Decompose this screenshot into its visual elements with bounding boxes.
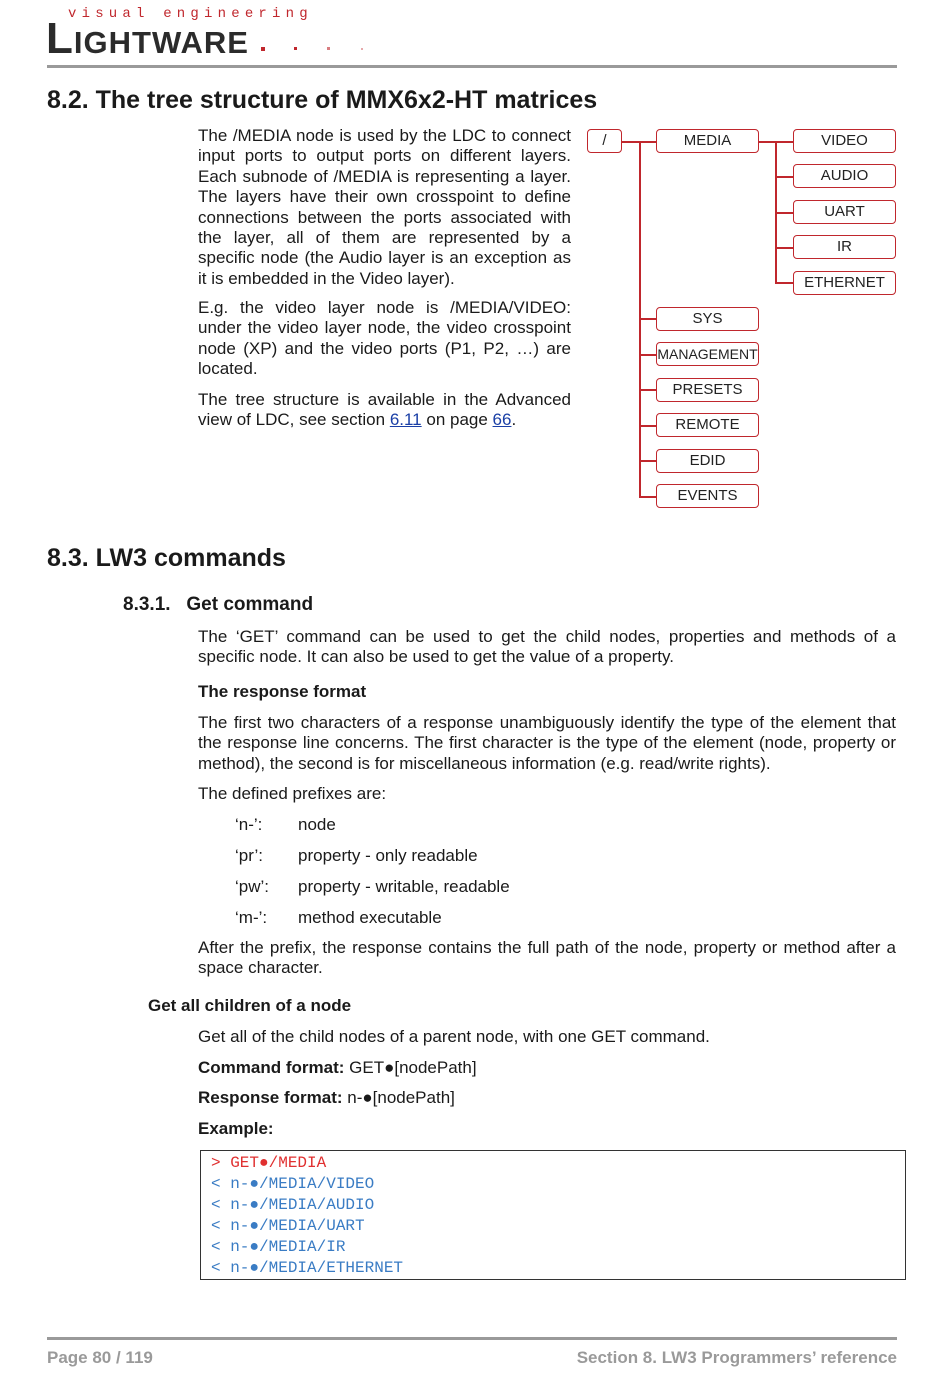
- tree-connector: [639, 318, 656, 320]
- prefix-desc: property - only readable: [298, 846, 478, 865]
- prefix-code: ‘m-’:: [235, 908, 268, 927]
- code-example: [200, 1150, 906, 1280]
- paragraph-get-children: Get all of the child nodes of a parent node, with one GET command.: [198, 1027, 710, 1046]
- tree-node-remote: REMOTE: [656, 413, 759, 437]
- subsection-title-8-3-1: 8.3.1. Get command: [123, 594, 314, 615]
- tree-node-video: VIDEO: [793, 129, 896, 153]
- paragraph-video-example: E.g. the video layer node is /MEDIA/VIDEO: under the video layer node, the video crosspoint node (XP) and the video ports (P1, P2, …) are located.: [198, 298, 571, 379]
- paragraph-after-prefix: After the prefix, the response contains the full path of the node, property or method after a space character.: [198, 938, 896, 978]
- tree-node-presets: PRESETS: [656, 378, 759, 402]
- label: Command format:: [198, 1058, 345, 1077]
- logo-initial: L: [46, 14, 74, 63]
- logo-rest: IGHTWARE: [73, 25, 249, 60]
- tree-node-edid: EDID: [656, 449, 759, 473]
- footer-section: Section 8. LW3 Programmers’ reference: [576, 1348, 897, 1367]
- logo-dot: [261, 47, 265, 51]
- tree-connector: [639, 354, 656, 356]
- code-line-response: < n-●/MEDIA/UART: [211, 1217, 365, 1235]
- section-title-8-3: 8.3. LW3 commands: [47, 544, 286, 572]
- prefix-code: ‘pw’:: [235, 877, 270, 896]
- code-line-response: < n-●/MEDIA/ETHERNET: [211, 1259, 404, 1277]
- command-format: [198, 1058, 477, 1078]
- code-line-response: < n-●/MEDIA/IR: [211, 1238, 346, 1256]
- paragraph-media-node: The /MEDIA node is used by the LDC to connect input ports to output ports on different layers. Each subnode of /MEDIA is representing a layer. The layers have their own crosspoint to define connections between the ports associated with the layer, all of them are represented by a specific node (the Audio layer is an exception as it is embedded in the Video layer).: [198, 126, 571, 288]
- tree-connector: [775, 282, 793, 284]
- tree-connector: [639, 389, 656, 391]
- section-title-8-2: 8.2. The tree structure of MMX6x2-HT matrices: [47, 86, 598, 114]
- value: n-●[nodePath]: [342, 1088, 455, 1107]
- text: on page: [421, 410, 493, 430]
- logo-dot: [294, 47, 297, 50]
- logo-dot: [327, 47, 330, 50]
- tree-node-events: EVENTS: [656, 484, 759, 508]
- tree-node-ethernet: ETHERNET: [793, 271, 896, 295]
- tree-node-management: MANAGEMENT: [656, 342, 759, 366]
- section-link[interactable]: 6.11: [389, 410, 422, 430]
- prefix-code: ‘n-’:: [235, 815, 263, 834]
- logo: [46, 14, 249, 64]
- prefix-desc: property - writable, readable: [298, 877, 510, 896]
- tree-node-audio: AUDIO: [793, 164, 896, 188]
- page-link[interactable]: 66: [492, 410, 512, 430]
- header-rule: [47, 65, 897, 68]
- value: GET●[nodePath]: [344, 1058, 477, 1077]
- text: .: [511, 410, 517, 430]
- label: Response format:: [198, 1088, 343, 1107]
- tree-node-uart: UART: [793, 200, 896, 224]
- tree-node-sys: SYS: [656, 307, 759, 331]
- heading-get-children: Get all children of a node: [148, 996, 352, 1015]
- paragraph-advanced-view: [198, 390, 571, 431]
- footer-rule: [47, 1337, 897, 1340]
- prefix-desc: node: [298, 815, 336, 834]
- tree-node-ir: IR: [793, 235, 896, 259]
- prefix-code: ‘pr’:: [235, 846, 264, 865]
- prefixes-intro: The defined prefixes are:: [198, 784, 387, 803]
- code-line-response: < n-●/MEDIA/VIDEO: [211, 1175, 375, 1193]
- code-line-request: > GET●/MEDIA: [211, 1154, 327, 1172]
- logo-tagline: visual engineering: [68, 6, 313, 22]
- tree-node-root: /: [587, 129, 622, 153]
- tree-connector: [639, 425, 656, 427]
- tree-connector: [775, 176, 793, 178]
- tree-node-media: MEDIA: [656, 129, 759, 153]
- text: The tree structure is available in the Advanced view of LDC, see section: [198, 390, 571, 430]
- tree-connector: [639, 496, 656, 498]
- prefix-desc: method executable: [298, 908, 442, 927]
- page-number: Page 80 / 119: [47, 1348, 153, 1367]
- tree-connector: [775, 212, 793, 214]
- tree-connector: [639, 460, 656, 462]
- paragraph-response-format: The first two characters of a response unambiguously identify the type of the element that the response line concerns. The first character is the type of the element (node, property or method), the second is for miscellaneous information (e.g. read/write rights).: [198, 713, 896, 773]
- code-line-response: < n-●/MEDIA/AUDIO: [211, 1196, 375, 1214]
- paragraph-get-intro: The ‘GET’ command can be used to get the child nodes, properties and methods of a specific node. It can also be used to get the value of a property.: [198, 627, 896, 667]
- tree-connector: [775, 247, 793, 249]
- heading-response-format: The response format: [198, 682, 367, 701]
- example-label: Example:: [198, 1119, 274, 1138]
- response-format: [198, 1088, 455, 1108]
- logo-dot: [361, 48, 363, 50]
